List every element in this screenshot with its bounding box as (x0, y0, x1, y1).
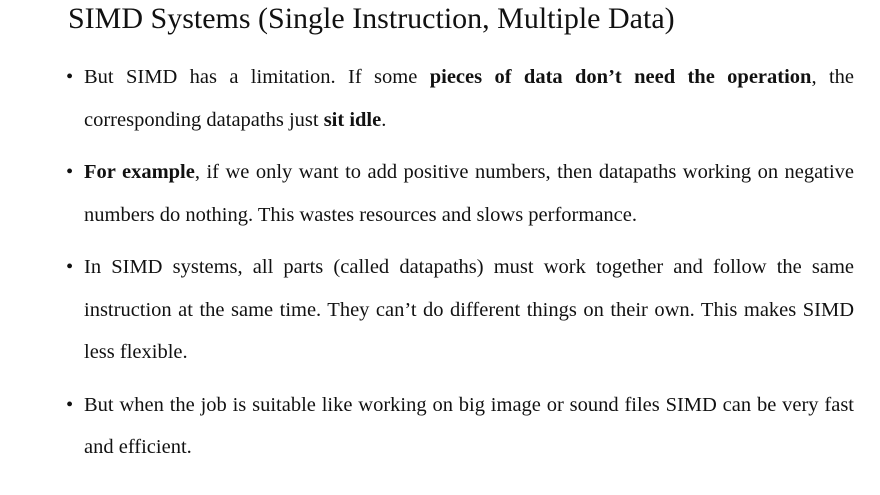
slide-title: SIMD Systems (Single Instruction, Multiple Data) (68, 2, 675, 35)
bullet-bold-text: pieces of data don’t need the operation (429, 66, 812, 88)
bullet-icon: • (66, 393, 74, 416)
bullet-list (66, 56, 854, 479)
bullet-text: , if we only want to add positive numbers, then datapaths working on negative numbers do nothing. This wastes resources and slows performance. (84, 161, 854, 226)
bullet-item-flexibility (66, 246, 854, 374)
bullet-icon: • (66, 66, 74, 88)
bullet-item-limitation (66, 56, 854, 141)
bullet-text: But SIMD has a limitation. If some (84, 66, 430, 88)
bullet-item-efficiency (66, 384, 854, 469)
bullet-text: But when the job is suitable like working on big image or sound files SIMD can be very fast and efficient. (84, 393, 854, 458)
bullet-text: , the corresponding datapaths just (84, 66, 855, 131)
bullet-bold-text: sit idle (323, 108, 382, 131)
bullet-text: . (381, 108, 387, 131)
bullet-icon: • (66, 161, 74, 183)
bullet-icon: • (66, 256, 74, 278)
bullet-text: In SIMD systems, all parts (called datapaths) must work together and follow the same instruction at the same time. They can’t do different things on their own. This makes SIMD less flexible. (84, 256, 854, 363)
bullet-bold-text: For example (84, 161, 195, 183)
bullet-item-example (66, 151, 854, 236)
